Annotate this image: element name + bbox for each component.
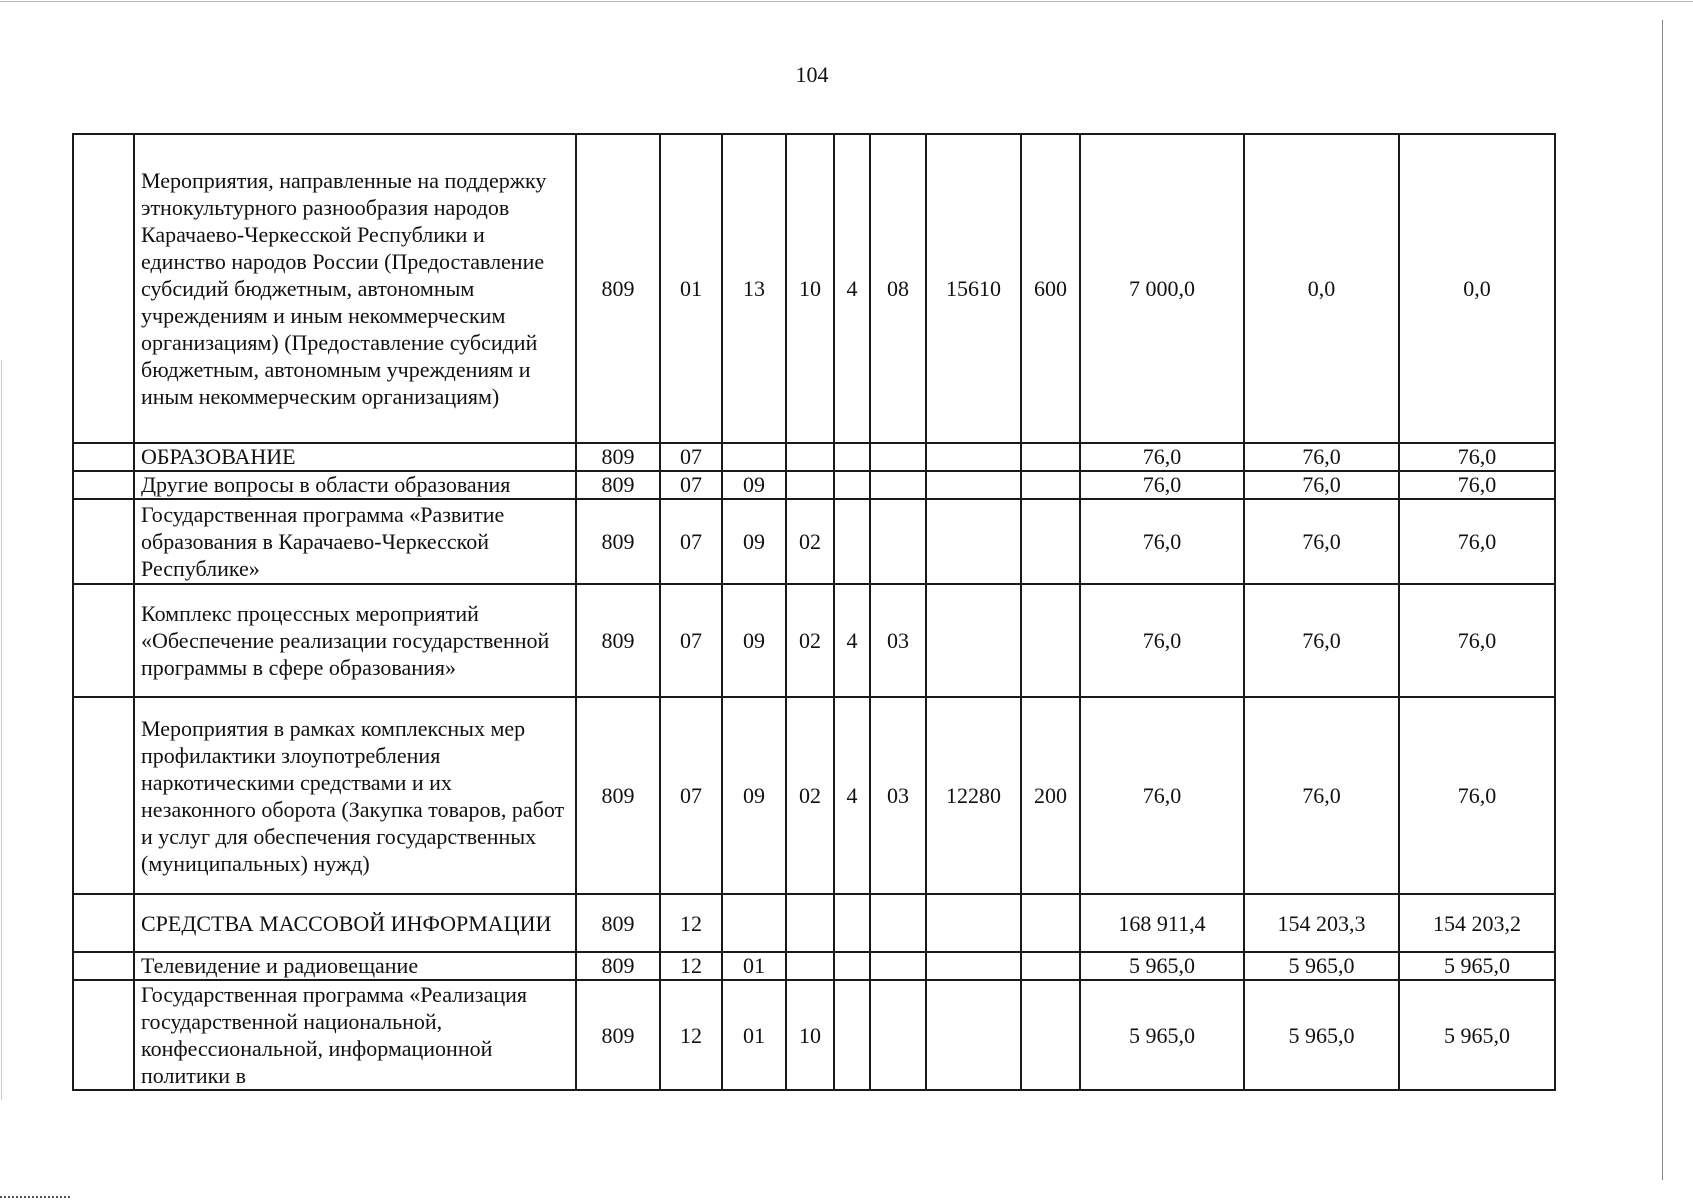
cell-direction: 12280: [926, 697, 1021, 894]
cell-vr: [1021, 443, 1080, 471]
cell-structural: [870, 894, 926, 952]
cell-program: 02: [786, 584, 834, 697]
cell-gr: 809: [576, 471, 660, 499]
row-name: Комплекс процессных мероприятий «Обеспечение реализации государственной программы в сфере образования»: [134, 584, 576, 697]
cell-year1: 76,0: [1080, 471, 1244, 499]
scan-edge-bottom: [0, 1196, 70, 1198]
cell-pr: 01: [722, 980, 786, 1090]
blank-cell: [73, 697, 134, 894]
cell-program: 10: [786, 980, 834, 1090]
cell-rz: 01: [660, 134, 722, 443]
cell-year3: 5 965,0: [1399, 980, 1555, 1090]
cell-pr: 09: [722, 471, 786, 499]
cell-rz: 07: [660, 697, 722, 894]
cell-rz: 07: [660, 499, 722, 584]
blank-cell: [73, 443, 134, 471]
table-row: [73, 952, 1555, 980]
cell-program: [786, 443, 834, 471]
blank-cell: [73, 499, 134, 584]
cell-pr: 09: [722, 499, 786, 584]
cell-direction: [926, 584, 1021, 697]
cell-program: 02: [786, 697, 834, 894]
cell-direction: [926, 894, 1021, 952]
blank-cell: [73, 894, 134, 952]
cell-structural: [870, 952, 926, 980]
cell-program: 02: [786, 499, 834, 584]
cell-structural: [870, 443, 926, 471]
cell-year1: 5 965,0: [1080, 952, 1244, 980]
cell-year1: 7 000,0: [1080, 134, 1244, 443]
cell-gr: 809: [576, 443, 660, 471]
row-name: Государственная программа «Реализация государственной национальной, конфессиональной, информационной политики в: [134, 980, 576, 1090]
cell-year2: 0,0: [1244, 134, 1399, 443]
row-name: Телевидение и радиовещание: [134, 952, 576, 980]
blank-cell: [73, 584, 134, 697]
cell-type: [834, 894, 870, 952]
cell-pr: [722, 443, 786, 471]
cell-gr: 809: [576, 980, 660, 1090]
cell-type: [834, 952, 870, 980]
cell-vr: [1021, 952, 1080, 980]
cell-year2: 76,0: [1244, 584, 1399, 697]
page-number: 104: [795, 62, 829, 87]
cell-rz: 12: [660, 980, 722, 1090]
cell-gr: 809: [576, 134, 660, 443]
cell-vr: 600: [1021, 134, 1080, 443]
cell-gr: 809: [576, 894, 660, 952]
cell-year3: 76,0: [1399, 499, 1555, 584]
row-name: СРЕДСТВА МАССОВОЙ ИНФОРМАЦИИ: [134, 894, 576, 952]
cell-year1: 168 911,4: [1080, 894, 1244, 952]
cell-year2: 5 965,0: [1244, 952, 1399, 980]
cell-pr: 01: [722, 952, 786, 980]
row-name: Государственная программа «Развитие образования в Карачаево-Черкесской Республике»: [134, 499, 576, 584]
cell-structural: [870, 471, 926, 499]
cell-vr: [1021, 584, 1080, 697]
cell-rz: 07: [660, 443, 722, 471]
blank-cell: [73, 952, 134, 980]
scan-edge-left: [1, 360, 2, 1100]
cell-rz: 12: [660, 952, 722, 980]
cell-year2: 76,0: [1244, 471, 1399, 499]
cell-type: [834, 980, 870, 1090]
row-name: ОБРАЗОВАНИЕ: [134, 443, 576, 471]
cell-gr: 809: [576, 952, 660, 980]
cell-year1: 76,0: [1080, 443, 1244, 471]
cell-structural: [870, 980, 926, 1090]
cell-program: [786, 952, 834, 980]
table-row: [73, 980, 1555, 1090]
cell-year1: 76,0: [1080, 697, 1244, 894]
cell-rz: 07: [660, 584, 722, 697]
cell-direction: [926, 443, 1021, 471]
cell-year3: 76,0: [1399, 584, 1555, 697]
cell-year1: 76,0: [1080, 584, 1244, 697]
cell-structural: 03: [870, 697, 926, 894]
cell-structural: 03: [870, 584, 926, 697]
row-name: Мероприятия в рамках комплексных мер профилактики злоупотребления наркотическими средствами и их незаконного оборота (Закупка товаров, работ и услуг для обеспечения государственных (муниципальных) нужд): [134, 697, 576, 894]
table-row: [73, 499, 1555, 584]
cell-program: [786, 894, 834, 952]
cell-program: [786, 471, 834, 499]
cell-year3: 5 965,0: [1399, 952, 1555, 980]
cell-year3: 0,0: [1399, 134, 1555, 443]
cell-structural: [870, 499, 926, 584]
cell-direction: [926, 980, 1021, 1090]
cell-type: [834, 499, 870, 584]
table-row: [73, 894, 1555, 952]
cell-year2: 76,0: [1244, 443, 1399, 471]
cell-gr: 809: [576, 584, 660, 697]
cell-vr: [1021, 894, 1080, 952]
cell-pr: 09: [722, 584, 786, 697]
cell-direction: [926, 499, 1021, 584]
blank-cell: [73, 134, 134, 443]
cell-direction: [926, 952, 1021, 980]
cell-pr: 09: [722, 697, 786, 894]
cell-vr: [1021, 471, 1080, 499]
cell-vr: [1021, 499, 1080, 584]
cell-type: [834, 471, 870, 499]
cell-year3: 76,0: [1399, 471, 1555, 499]
cell-vr: [1021, 980, 1080, 1090]
cell-gr: 809: [576, 499, 660, 584]
cell-type: [834, 443, 870, 471]
row-name: Мероприятия, направленные на поддержку этнокультурного разнообразия народов Карачаево-Черкесской Республики и единство народов России (Предоставление субсидий бюджетным, автономным учреждениям и иным некоммерческим организациям) (Предоставление субсидий бюджетным, автономным учреждениям и иным некоммерческим организациям): [134, 134, 576, 443]
table-row: [73, 697, 1555, 894]
scan-edge-right: [1662, 20, 1663, 1180]
cell-year1: 5 965,0: [1080, 980, 1244, 1090]
cell-type: 4: [834, 134, 870, 443]
cell-program: 10: [786, 134, 834, 443]
cell-year2: 5 965,0: [1244, 980, 1399, 1090]
scan-edge-top: [0, 1, 1693, 2]
cell-type: 4: [834, 697, 870, 894]
row-name: Другие вопросы в области образования: [134, 471, 576, 499]
cell-year2: 154 203,3: [1244, 894, 1399, 952]
table-row: [73, 584, 1555, 697]
cell-vr: 200: [1021, 697, 1080, 894]
cell-year3: 76,0: [1399, 697, 1555, 894]
blank-cell: [73, 471, 134, 499]
cell-year1: 76,0: [1080, 499, 1244, 584]
cell-pr: [722, 894, 786, 952]
cell-direction: 15610: [926, 134, 1021, 443]
budget-table: [72, 133, 1556, 1091]
cell-direction: [926, 471, 1021, 499]
cell-rz: 07: [660, 471, 722, 499]
cell-structural: 08: [870, 134, 926, 443]
cell-pr: 13: [722, 134, 786, 443]
cell-rz: 12: [660, 894, 722, 952]
cell-type: 4: [834, 584, 870, 697]
cell-year3: 76,0: [1399, 443, 1555, 471]
table-row: [73, 134, 1555, 443]
table-row: [73, 443, 1555, 471]
cell-year3: 154 203,2: [1399, 894, 1555, 952]
blank-cell: [73, 980, 134, 1090]
table-row: [73, 471, 1555, 499]
cell-year2: 76,0: [1244, 499, 1399, 584]
cell-year2: 76,0: [1244, 697, 1399, 894]
cell-gr: 809: [576, 697, 660, 894]
